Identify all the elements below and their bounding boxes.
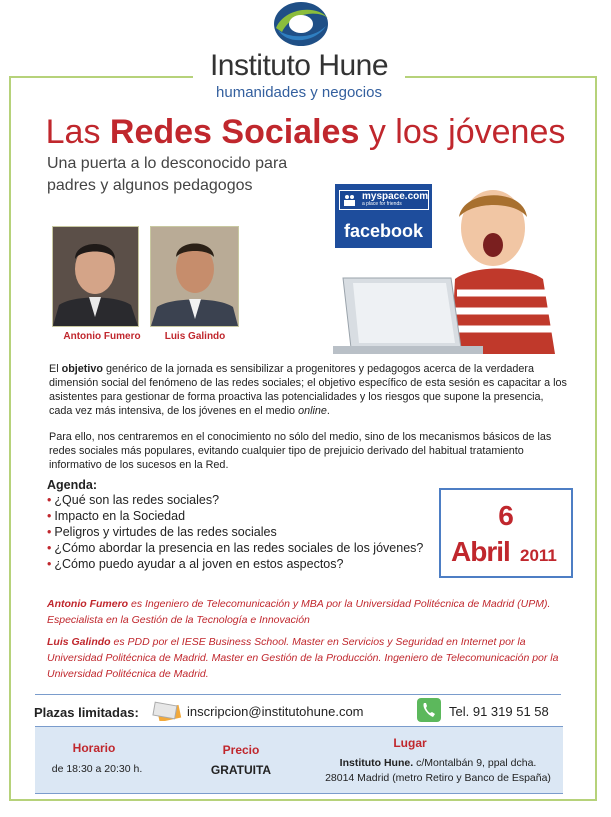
event-date xyxy=(439,488,573,578)
subtitle-line-2: padres y algunos pedagogos xyxy=(47,177,253,194)
brand-name: Instituto Hune xyxy=(209,49,389,82)
speaker-photo-2 xyxy=(150,226,239,327)
phone-icon xyxy=(417,698,441,722)
date-day: 6 xyxy=(498,500,514,531)
phone-number: Tel. 91 319 51 58 xyxy=(449,704,549,719)
myspace-logo xyxy=(339,190,429,210)
brand-logo xyxy=(193,0,405,110)
agenda-item: • ¿Qué son las redes sociales? xyxy=(47,493,220,507)
precio-label: Precio xyxy=(222,743,260,757)
swirl-logo-icon xyxy=(272,0,330,48)
info-box xyxy=(35,726,563,794)
social-badge xyxy=(335,184,432,248)
person-icon xyxy=(53,227,138,326)
agenda-item: • Impacto en la Sociedad xyxy=(47,509,186,523)
horario-value: de 18:30 a 20:30 h. xyxy=(51,763,143,775)
horario-label: Horario xyxy=(72,741,116,755)
title-bold: Redes Sociales xyxy=(109,113,360,151)
lugar-address-1: Instituto Hune. c/Montalbán 9, ppal dcha. xyxy=(339,757,537,769)
bio-fumero: Antonio Fumero es Ingeniero de Telecomunicación y MBA por la Universidad Politécnica de Madrid (UPM). Especialista en la Gestión de la Tecnología e Innovación xyxy=(47,598,551,626)
agenda-list xyxy=(47,492,423,572)
facebook-logo: facebook xyxy=(343,221,424,241)
agenda-title: Agenda: xyxy=(47,478,97,492)
speaker-caption-1: Antonio Fumero xyxy=(63,331,141,342)
subtitle-line-1: Una puerta a lo desconocido para xyxy=(47,155,288,172)
subtitle xyxy=(47,153,337,197)
myspace-text: myspace.com xyxy=(362,191,429,202)
page-title xyxy=(0,113,611,152)
date-month: Abril xyxy=(451,536,510,567)
precio-value: GRATUITA xyxy=(210,763,272,777)
intro-paragraph-2: Para ello, nos centraremos en el conocimiento no sólo del medio, sino de los mecanismos básicos de las redes sociales más populares, evitando cualquier tipo de prejuicio derivado del habitual tratamiento informativo de los sucesos en la Red. xyxy=(49,431,552,471)
agenda-item: • ¿Cómo puedo ayudar a al joven en estos aspectos? xyxy=(47,557,344,571)
date-year: 2011 xyxy=(520,546,557,565)
agenda-item: • Peligros y virtudes de las redes sociales xyxy=(47,525,277,539)
agenda-item: • ¿Cómo abordar la presencia en las redes sociales de los jóvenes? xyxy=(47,541,424,555)
speaker-photo-1 xyxy=(52,226,139,327)
myspace-sub: a place for friends xyxy=(362,201,402,207)
intro-paragraph-1: El objetivo genérico de la jornada es sensibilizar a progenitores y pedagogos acerca de la verdadera dimensión social del fenómeno de las redes sociales; el objetivo específico de esta sesión es capacitar a los asistentes para gestionar de forma proactiva las potencialidades y los riesgos que supone la presencia, cada vez más intensiva, de los jóvenes en el medio online. xyxy=(49,363,567,417)
divider xyxy=(35,694,561,695)
person-icon xyxy=(151,227,238,326)
title-suffix: y los jóvenes xyxy=(359,113,566,151)
myspace-icon xyxy=(344,194,358,206)
brand-tagline: humanidades y negocios xyxy=(216,84,382,101)
plazas-label: Plazas limitadas: xyxy=(34,705,139,720)
lugar-label: Lugar xyxy=(393,736,427,750)
email-icon xyxy=(152,701,184,721)
bio-galindo: Luis Galindo es PDD por el IESE Business School. Master en Servicios y Seguridad en Internet por la Universidad Politécnica de Madrid. Master en Gestión de la Producción. Ingeniero de Telecomunicación por la Universidad Politécnica de Madrid. xyxy=(47,636,559,680)
speaker-caption-2: Luis Galindo xyxy=(164,331,226,342)
lugar-address-2: 28014 Madrid (metro Retiro y Banco de España) xyxy=(325,772,551,784)
email-link[interactable]: inscripcion@institutohune.com xyxy=(187,704,364,719)
title-prefix: Las xyxy=(45,113,110,151)
